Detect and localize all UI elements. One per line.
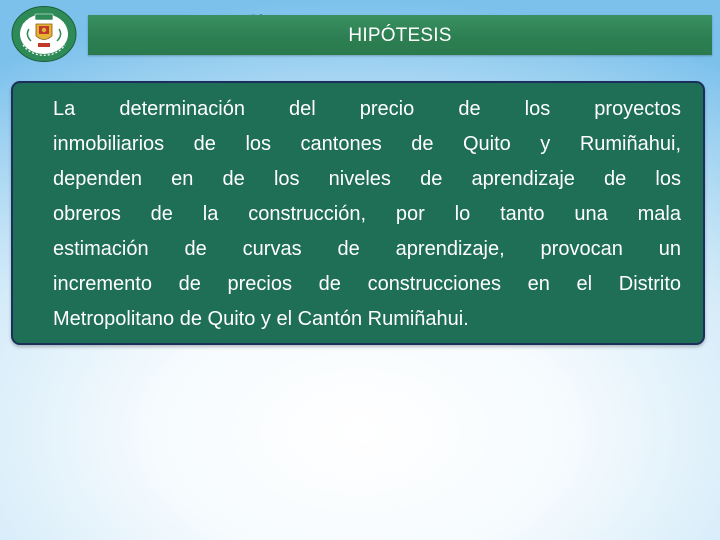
hypothesis-line: dependen en de los niveles de aprendizaje de los [53, 168, 681, 190]
hypothesis-line: La determinación del precio de los proyectos [53, 98, 681, 120]
title-bar [88, 15, 712, 55]
hypothesis-line: incremento de precios de construcciones en el Distrito [53, 273, 681, 295]
hypothesis-line: Metropolitano de Quito y el Cantón Rumiñahui. [53, 308, 469, 330]
hypothesis-box [11, 81, 705, 345]
hypothesis-line: estimación de curvas de aprendizaje, provocan un [53, 238, 681, 260]
slide-title: HIPÓTESIS [348, 25, 452, 46]
hypothesis-line: obreros de la construcción, por lo tanto una mala [53, 203, 681, 225]
hypothesis-line: inmobiliarios de los cantones de Quito y Rumiñahui, [53, 133, 681, 155]
institution-seal-logo [11, 5, 77, 63]
